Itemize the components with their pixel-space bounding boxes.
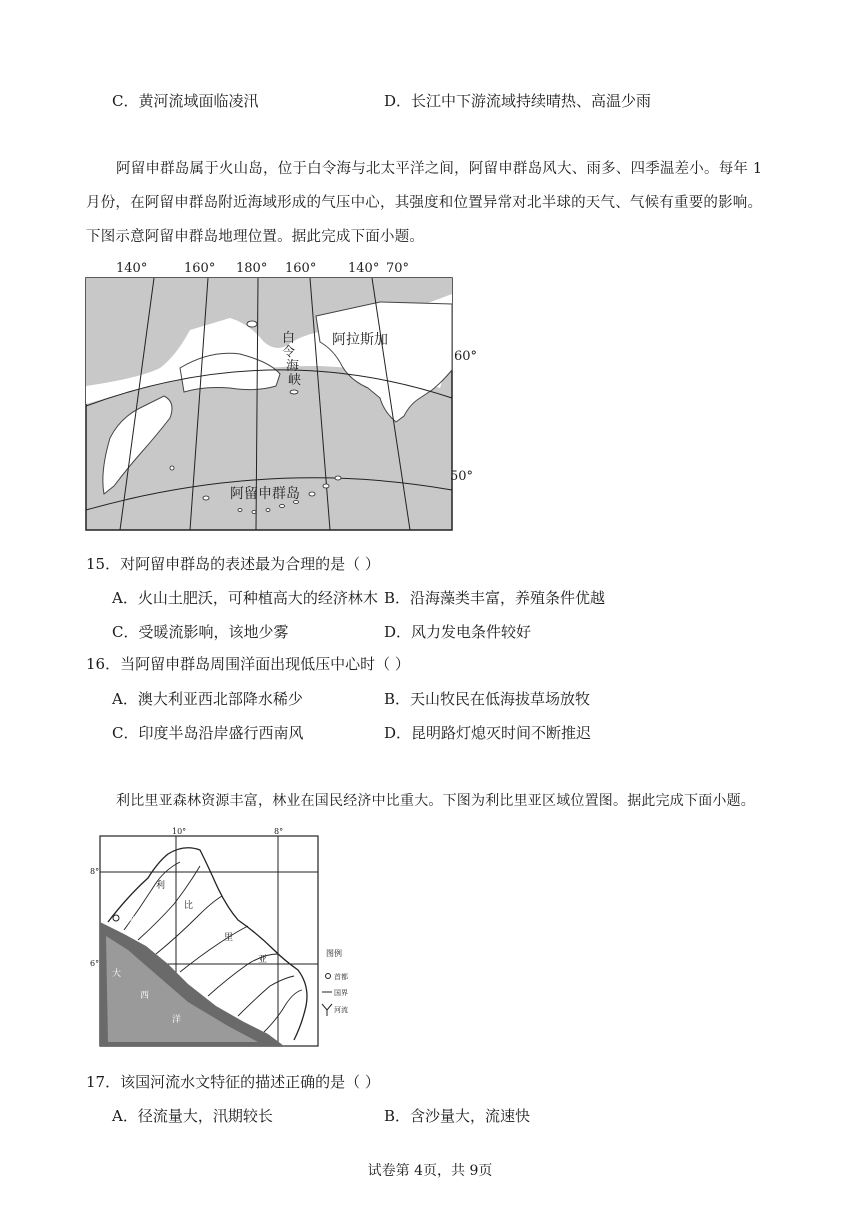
q15-option-d: D．风力发电条件较好 [384,623,532,641]
q15-options-row2 [0,621,860,643]
aleutian-intro-line1: 阿留申群岛属于火山岛，位于白令海与北太平洋之间，阿留申群岛风大、雨多、四季温差小。每年 1 [116,161,763,177]
q15-option-a: A．火山土肥沃，可种植高大的经济林木 [112,589,378,607]
sea-char-2: 西 [140,991,150,1001]
q16-stem: 16．当阿留申群岛周围洋面出现低压中心时（ ） [86,655,410,673]
q16-options-row2 [0,722,860,744]
q17-option-b: B．含沙量大，流速快 [384,1107,531,1125]
legend-capital-label: 首都 [334,973,348,981]
lon-label-5: 140° [348,261,380,276]
q17-stem: 17．该国河流水文特征的描述正确的是（ ） [86,1073,380,1091]
legend-title: 图例 [326,949,342,958]
q15-stem: 15．对阿留申群岛的表述最为合理的是（ ） [86,555,380,573]
strait-char-1: 白 [282,331,296,346]
lon-label-1: 140° [116,261,148,276]
q16-option-b: B．天山牧民在低海拔草场放牧 [384,690,591,708]
lon-label-6: 70° [386,261,410,276]
aleutian-intro-line2: 月份，在阿留申群岛附近海域形成的气压中心，其强度和位置异常对北半球的天气、气候有重要的影响。 [86,195,763,211]
country-char-2: 比 [184,901,194,911]
page-footer: 试卷第 4页，共 9页 [367,1163,493,1179]
q15-option-c: C．受暖流影响，该地少雾 [112,623,289,641]
aleutian-map-figure [80,258,480,534]
q14-option-c: C．黄河流域面临凌汛 [112,92,259,110]
liberia-lon-10: 10° [172,827,187,836]
lon-label-2: 160° [184,261,216,276]
q17-options-row1 [0,1105,860,1127]
aleutian-map [80,258,480,534]
q16-options-row1 [0,688,860,710]
liberia-map [88,826,358,1054]
q16-option-d: D．昆明路灯熄灭时间不断推迟 [384,724,592,742]
q15-option-b: B．沿海藻类丰富，养殖条件优越 [384,589,606,607]
strait-char-4: 峡 [288,373,302,388]
sea-char-1: 大 [112,969,122,979]
liberia-lat-6: 6° [90,959,100,968]
alaska-label: 阿拉斯加 [332,332,388,348]
aleutian-islands-label: 阿留申群岛 [230,486,300,502]
q17-option-a: A．径流量大，汛期较长 [112,1107,273,1125]
liberia-intro: 利比里亚森林资源丰富，林业在国民经济中比重大。下图为利比里亚区域位置图。据此完成下面小题。 [116,793,755,809]
lon-label-4: 160° [285,261,317,276]
country-char-3: 里 [224,933,234,943]
liberia-lat-8: 8° [90,867,100,876]
country-char-1: 利 [156,881,166,891]
q14-option-d: D．长江中下游流域持续晴热、高温少雨 [384,92,652,110]
strait-char-2: 令 [282,345,296,360]
sea-char-3: 洋 [172,1015,182,1025]
country-char-4: 亚 [258,955,268,965]
capital-label: 蒙罗维亚 [122,916,150,924]
aleutian-intro-line3: 下图示意阿留申群岛地理位置。据此完成下面小题。 [86,229,425,245]
legend-river-icon [322,1004,332,1016]
lon-label-3: 180° [236,261,268,276]
strait-char-3: 海 [286,359,300,374]
legend-capital-icon [326,974,331,979]
lat-label-60: 60° [454,349,478,364]
q16-option-a: A．澳大利亚西北部降水稀少 [112,690,303,708]
aleutian-intro [86,152,786,254]
q16-option-c: C．印度半岛沿岸盛行西南风 [112,724,304,742]
legend-river-label: 河流 [334,1006,348,1014]
liberia-map-figure [88,826,358,1054]
q14-options-row [0,90,860,112]
liberia-lon-8: 8° [274,827,284,836]
q15-options-row1 [0,587,860,609]
legend-border-label: 国界 [334,989,348,997]
lat-label-50: 50° [450,469,474,484]
capital-marker [113,915,119,921]
